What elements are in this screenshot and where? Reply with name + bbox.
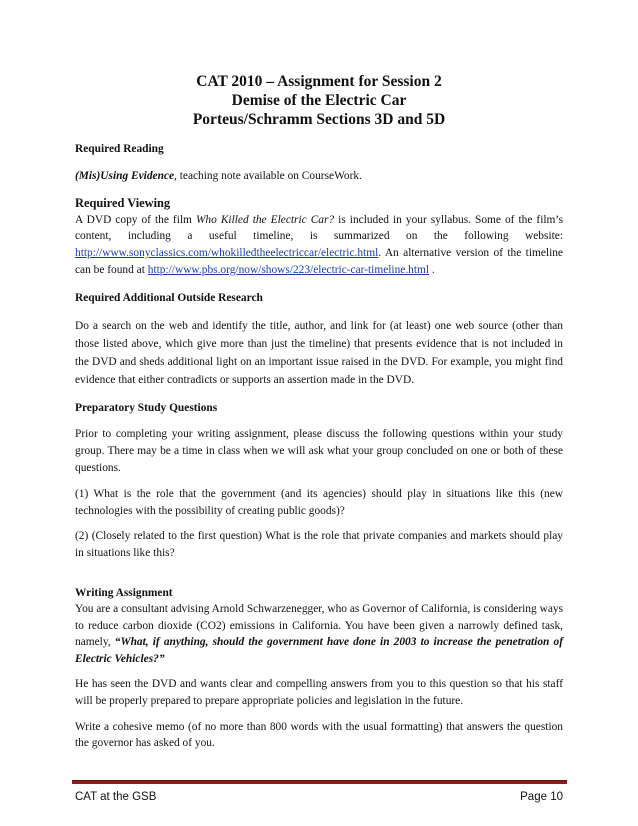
writing-paragraph-3: Write a cohesive memo (of no more than 800 words with the usual formatting) that answers the question the governor has asked of you. (75, 720, 563, 750)
viewing-text-3: . An alternative version of the timeline can be found at (75, 246, 563, 276)
writing-assignment-text (75, 601, 563, 667)
footer-page-number: Page 10 (520, 791, 563, 803)
required-reading-heading: Required Reading (75, 143, 164, 155)
required-viewing-text (75, 212, 563, 278)
film-title: Who Killed the Electric Car? (195, 213, 335, 226)
writing-paragraph-2: He has seen the DVD and wants clear and compelling answers from you to this question so that his staff will be properly prepared to prepare appropriate policies and legislation in the future. (75, 678, 563, 708)
question-2: (2) (Closely related to the first question) What is the role that private companies and markets should play in situations like this? (75, 530, 563, 559)
preparatory-intro: Prior to completing your writing assignment, please discuss the following questions within your study group. There may be a time in class when we will ask what your group concluded on one or both of these questions. (75, 428, 563, 474)
preparatory-questions-heading: Preparatory Study Questions (75, 401, 218, 414)
reading-text: , teaching note available on CourseWork. (174, 169, 362, 182)
page-content (75, 72, 563, 752)
page-title (75, 72, 563, 129)
viewing-text-2: is included in your syllabus. Some of the film’s content, including a useful timeline, is summarized on the following website: (75, 213, 563, 243)
sonyclassics-link[interactable]: http://www.sonyclassics.com/whokilledtheelectriccar/electric.html (75, 246, 379, 259)
footer-rule (72, 780, 567, 784)
outside-research-heading: Required Additional Outside Research (75, 292, 263, 305)
pbs-timeline-link[interactable]: http://www.pbs.org/now/shows/223/electric-car-timeline.html (147, 263, 430, 276)
footer-left-text: CAT at the GSB (75, 791, 157, 803)
viewing-text-4: . (429, 263, 435, 276)
question-1: (1) What is the role that the government (and its agencies) should play in situations like this (new technologies with the possibility of creating public goods)? (75, 488, 563, 517)
title-line-1: CAT 2010 – Assignment for Session 2 (196, 73, 442, 90)
governor-question: “What, if anything, should the government have done in 2003 to increase the penetration of Electric Vehicles?” (75, 636, 563, 665)
outside-research-text: Do a search on the web and identify the title, author, and link for (at least) one web source (other than those listed above, which give more than just the timeline) that presents evidence that is not included in the DVD and sheds additional light on an important issue raised in the DVD. For example, you might find evidence that either contradicts or supports an assertion made in the DVD. (75, 319, 563, 386)
writing-assignment-heading: Writing Assignment (75, 586, 173, 599)
title-line-3: Porteus/Schramm Sections 3D and 5D (192, 111, 446, 128)
writing-text-1: You are a consultant advising Arnold Schwarzenegger, who as Governor of California, is considering ways to reduce carbon dioxide (CO2) emissions in California. You have been given a narrowly defined task, namely, (75, 603, 563, 649)
required-viewing-heading: Required Viewing (75, 196, 171, 211)
viewing-text-1: A DVD copy of the film (75, 213, 196, 226)
reading-source-title: (Mis)Using Evidence (75, 169, 175, 182)
required-reading-text (75, 168, 563, 185)
title-line-2: Demise of the Electric Car (231, 92, 407, 109)
